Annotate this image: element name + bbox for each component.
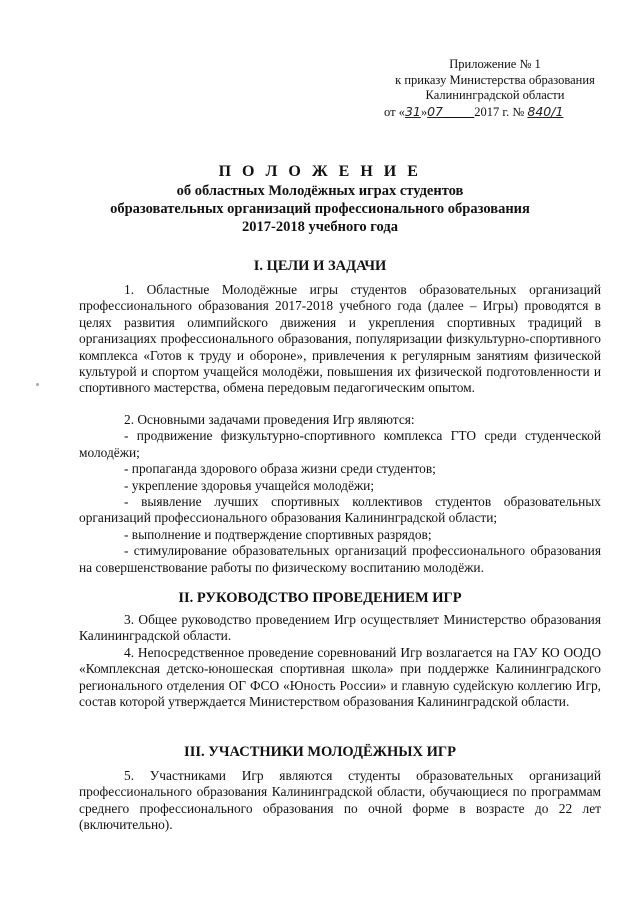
appendix-header	[380, 57, 610, 120]
paragraph-2	[79, 412, 601, 576]
document-title: П О Л О Ж Е Н И Е	[218, 163, 422, 180]
order-date-line	[380, 104, 610, 121]
paragraph-3	[79, 612, 601, 645]
section-heading-3: III. УЧАСТНИКИ МОЛОДЁЖНЫХ ИГР	[184, 744, 456, 760]
date-mid: »	[420, 104, 428, 119]
subtitle-line-3: 2017-2018 учебного года	[242, 219, 398, 235]
appendix-line-3: Калининградской области	[425, 88, 565, 102]
year-text: 2017 г. №	[474, 104, 525, 119]
task-item: - укрепление здоровья учащейся молодёжи;	[124, 477, 375, 493]
paragraph-3-text: 3. Общее руководство проведением Игр осуществляет Министерство образования Калининградской области.	[79, 612, 601, 644]
appendix-line-1: Приложение № 1	[449, 57, 541, 71]
paragraph-1-text: 1. Областные Молодёжные игры студентов образовательных организаций профессионального образования 2017-2018 учебного года (далее – Игры) проводятся в целях развития олимпийского движения и укрепления спортивных традиций в организациях профессионального образования, популяризации физкультурно-спортивного комплекса «Готов к труду и обороне», привлечения к регулярным занятиям физической культурой и спортом учащейся молодёжи, повышения их физической подготовленности и спортивного мастерства, обмена передовым педагогическим опытом.	[79, 282, 601, 396]
task-item: - стимулирование образовательных организаций профессионального образования на совершенствование работы по физическому воспитанию молодёжи.	[79, 543, 601, 575]
section-heading-2: II. РУКОВОДСТВО ПРОВЕДЕНИЕМ ИГР	[178, 590, 462, 606]
task-item: - выявление лучших спортивных коллективов студентов образовательных организаций профессионального образования Калининградской области;	[79, 494, 601, 526]
paragraph-4-text: 4. Непосредственное проведение соревнований Игр возлагается на ГАУ КО ООДО «Комплексная детско-юношеская спортивная школа» при поддержке Калининградского регионального отделения ОГ ФСО «Юность России» и главную судейскую коллегию Игр, состав которой утверждается Министерством образования Калининградской области.	[79, 645, 601, 710]
task-item: - пропаганда здорового образа жизни среди студентов;	[124, 461, 436, 477]
task-item: - выполнение и подтверждение спортивных разрядов;	[124, 526, 432, 542]
paragraph-1	[79, 282, 601, 397]
handwritten-order-number: 840/1	[527, 103, 564, 119]
paragraph-5	[79, 768, 601, 834]
subtitle-line-2: образовательных организаций профессионального образования	[110, 201, 530, 217]
document-subtitle	[60, 182, 580, 236]
section-heading-1: I. ЦЕЛИ И ЗАДАЧИ	[253, 258, 387, 274]
paragraph-5-text: 5. Участниками Игр являются студенты образовательных организаций профессионального образования Калининградской области, обучающиеся по программам среднего профессионального образования по очной форме в возрасте до 22 лет (включительно).	[79, 768, 601, 833]
handwritten-month: 07	[427, 103, 443, 119]
scan-speck	[36, 383, 39, 386]
appendix-line-2: к приказу Министерства образования	[395, 72, 595, 87]
task-item: - продвижение физкультурно-спортивного комплекса ГТО среди студенческой молодёжи;	[79, 428, 601, 460]
date-blank	[443, 105, 474, 119]
handwritten-day: 31	[404, 103, 421, 119]
date-prefix: от «	[384, 104, 405, 119]
paragraph-4	[79, 645, 601, 711]
subtitle-line-1: об областных Молодёжных играх студентов	[176, 183, 464, 199]
paragraph-2-text: 2. Основными задачами проведения Игр являются:	[124, 412, 415, 427]
